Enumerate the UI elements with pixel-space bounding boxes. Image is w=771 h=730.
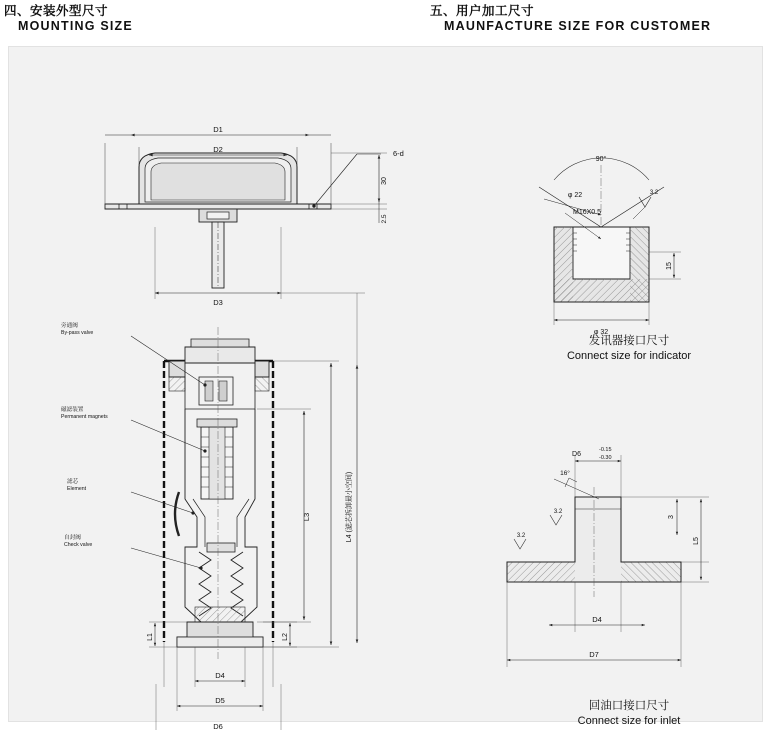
- caption-inlet: [529, 699, 729, 729]
- dim-tol-upper: -0.15: [599, 447, 612, 453]
- label-element: [67, 479, 86, 493]
- heading-mounting-size-cn: 四、安装外型尺寸: [4, 4, 109, 18]
- dim-ra-3-2-b: 3.2: [516, 533, 526, 539]
- label-permanent-magnets: [61, 407, 108, 421]
- caption-indicator-cn: 发讯器接口尺寸: [588, 335, 670, 347]
- dim-2-5: 2.5: [381, 214, 388, 224]
- caption-indicator: [529, 334, 729, 364]
- heading-mounting-size-en: MOUNTING SIZE: [18, 19, 133, 33]
- label-element-cn: 滤芯: [67, 479, 79, 485]
- dim-d7: D7: [589, 650, 599, 659]
- dim-d6-right: D6: [572, 451, 581, 458]
- label-bypass-valve: [61, 323, 93, 337]
- dim-ra-3-2-top: 3.2: [649, 190, 659, 196]
- dim-l1: L1: [147, 633, 154, 641]
- dim-16deg: 16°: [560, 470, 570, 477]
- dim-d6-left: D6: [213, 722, 223, 730]
- dim-l4: L4 (滤芯拆卸最小空间): [346, 471, 353, 543]
- caption-inlet-cn: 回油口接口尺寸: [588, 700, 670, 712]
- label-check-valve-en: Check valve: [64, 542, 93, 548]
- dim-d4-left: D4: [215, 671, 225, 680]
- headings: [0, 0, 771, 48]
- drawing-svg: [9, 47, 764, 730]
- heading-manufacture-size: [430, 4, 711, 34]
- dim-l3: L3: [302, 512, 311, 522]
- label-check-valve-cn: 自封阀: [64, 535, 81, 541]
- dim-d5: D5: [215, 696, 225, 705]
- dim-d4-right: D4: [592, 615, 602, 624]
- heading-mounting-size: [4, 4, 133, 34]
- dim-30: 30: [381, 177, 388, 185]
- dim-l2: L2: [282, 633, 289, 641]
- caption-inlet-en: Connect size for inlet: [577, 715, 681, 727]
- dim-ra-3-2-a: 3.2: [553, 509, 563, 515]
- dim-90deg: 90°: [595, 156, 607, 163]
- dim-d1: D1: [213, 125, 223, 134]
- dim-m16: M16X0.5: [572, 209, 602, 216]
- heading-manufacture-size-en: MAUNFACTURE SIZE FOR CUSTOMER: [444, 19, 712, 33]
- dim-3: 3: [668, 515, 675, 519]
- label-check-valve: [64, 535, 92, 549]
- dim-d2: D2: [213, 145, 223, 154]
- dim-tol-lower: -0.30: [599, 455, 612, 461]
- dim-6-d: 6-d: [393, 149, 404, 158]
- label-permanent-magnets-en: Permanent magnets: [61, 414, 108, 420]
- heading-manufacture-size-cn: 五、用户加工尺寸: [430, 4, 535, 18]
- label-bypass-valve-cn: 旁通阀: [61, 323, 78, 329]
- dim-d3: D3: [213, 298, 223, 307]
- dim-phi22: φ 22: [567, 192, 583, 199]
- technical-drawing: [9, 47, 762, 730]
- caption-indicator-en: Connect size for indicator: [566, 350, 692, 362]
- drawing-panel: [8, 46, 763, 730]
- dim-15: 15: [666, 262, 673, 270]
- dim-l5: L5: [693, 537, 700, 545]
- label-element-en: Element: [67, 486, 87, 492]
- label-permanent-magnets-cn: 磁滤装置: [61, 407, 84, 413]
- dim-phi32: φ 32: [593, 329, 609, 336]
- label-bypass-valve-en: By-pass valve: [61, 330, 94, 336]
